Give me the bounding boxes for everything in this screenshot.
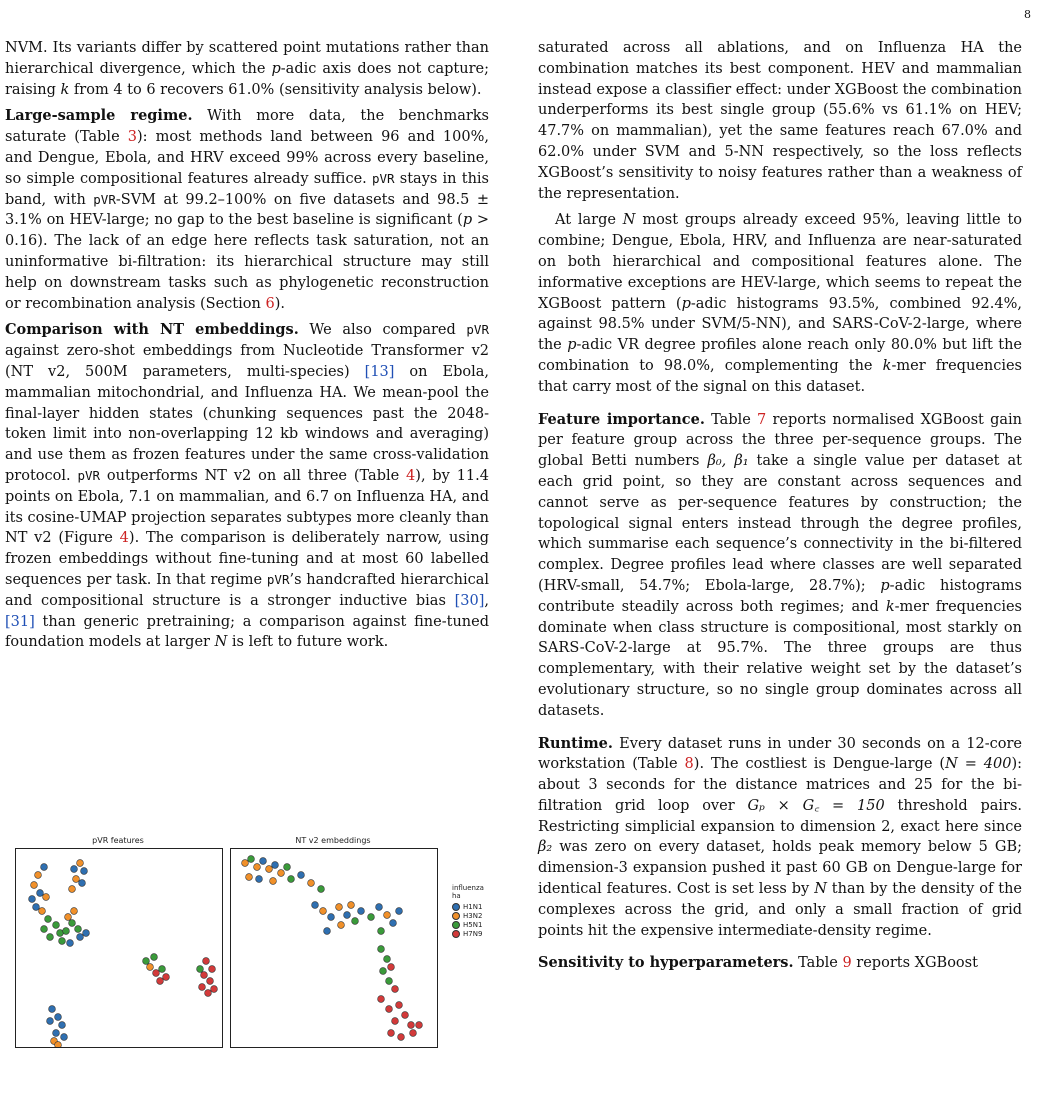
- scatter-point: [83, 930, 90, 937]
- paragraph-ablation: saturated across all ablations, and on Influenza HA the combination matches its best component. HEV and mammalian instead expose a classifier effect: under XGBoost the combination underperforms its best single group (55.6% vs 61.1% on HEV; 47.7% on mammalian), yet the same features reach 67.0% and 62.0% under SVM and 5-NN respectively, so the loss reflects XGBoost’s sensitivity to noisy features rather than a weakness of the representation.: [538, 40, 1023, 202]
- scatter-point: [199, 984, 206, 991]
- scatter-point: [49, 1006, 56, 1013]
- scatter-point: [63, 928, 70, 935]
- scatter-point: [408, 1022, 415, 1029]
- legend-item-h3n2: H3N2: [452, 911, 490, 920]
- panel-pvr: [15, 848, 223, 1048]
- scatter-point: [352, 918, 359, 925]
- scatter-point: [358, 908, 365, 915]
- legend-item-h7n9: H7N9: [452, 929, 490, 938]
- section-heading: Runtime.: [538, 734, 613, 752]
- scatter-point: [77, 860, 84, 867]
- scatter-point: [388, 964, 395, 971]
- scatter-point: [392, 1018, 399, 1025]
- table-ref-link[interactable]: 9: [842, 955, 852, 972]
- scatter-point: [151, 954, 158, 961]
- scatter-point: [35, 872, 42, 879]
- scatter-point: [143, 958, 150, 965]
- scatter-point: [242, 860, 249, 867]
- panel-title-ntv2: NT v2 embeddings: [295, 836, 371, 845]
- scatter-ntv2: [231, 849, 437, 1047]
- scatter-point: [33, 904, 40, 911]
- scatter-point: [398, 1034, 405, 1041]
- scatter-point: [348, 902, 355, 909]
- scatter-point: [380, 968, 387, 975]
- table-ref-link[interactable]: 7: [757, 411, 767, 428]
- scatter-point: [254, 864, 261, 871]
- scatter-point: [201, 972, 208, 979]
- scatter-point: [53, 922, 60, 929]
- scatter-point: [153, 970, 160, 977]
- scatter-point: [378, 928, 385, 935]
- scatter-point: [67, 940, 74, 947]
- paragraph-large-n: At large N most groups already exceed 95%, leaving little to combine; Dengue, Ebola, HRV, and Influenza are near-saturated on both hierarchical and compositional features alone. The informative exceptions are HEV-large, which seems to repeat the XGBoost pattern (p-adic histograms 93.5%, combined 92.4%, against 98.5% under SVM/5-NN), and SARS-CoV-2-large, where the p-adic VR degree profiles alone reach only 80.0% but lift the combination to 98.0%, complementing the k-mer frequencies that carry most of the signal on this dataset.: [538, 212, 1023, 395]
- scatter-point: [71, 908, 78, 915]
- scatter-point: [205, 990, 212, 997]
- scatter-point: [55, 1014, 62, 1021]
- scatter-point: [318, 886, 325, 893]
- scatter-point: [69, 920, 76, 927]
- scatter-point: [416, 1022, 423, 1029]
- scatter-point: [37, 890, 44, 897]
- scatter-point: [59, 1022, 66, 1029]
- scatter-point: [77, 934, 84, 941]
- scatter-point: [266, 866, 273, 873]
- scatter-point: [308, 880, 315, 887]
- paragraph-nt-comparison: Comparison with NT embeddings. We also compared pVR against zero-shot embeddings from Nucleotide Transformer v2 (NT v2, 500M parameters, multi-species) [13] on Ebola, mammalian mitochondrial, and Influenza HA. We mean-pool the final-layer hidden states (chunking sequences past the 2048-token limit into non-overlapping 12 kb windows and averaging) and use them as frozen features under the same cross-validation protocol. pVR outperforms NT v2 on all three (Table 4), by 11.4 points on Ebola, 7.1 on mammalian, and 6.7 on Influenza HA, and its cosine-UMAP projection separates subtypes more cleanly than NT v2 (Figure 4). The comparison is deliberately narrow, using frozen embeddings without fine-tuning and at most 60 labelled sequences per task. In that regime pVR’s handcrafted hierarchical and compositional structure is a stronger inductive bias [30], [31] than generic pretraining; a comparison against fine-tuned foundation models at larger N is left to future work.: [5, 321, 489, 651]
- scatter-point: [69, 886, 76, 893]
- scatter-point: [256, 876, 263, 883]
- scatter-pvr: [16, 849, 222, 1047]
- scatter-point: [47, 934, 54, 941]
- scatter-point: [209, 966, 216, 973]
- scatter-point: [270, 878, 277, 885]
- scatter-point: [53, 1030, 60, 1037]
- scatter-point: [159, 966, 166, 973]
- scatter-point: [43, 894, 50, 901]
- scatter-point: [73, 876, 80, 883]
- scatter-point: [79, 880, 86, 887]
- scatter-point: [39, 908, 46, 915]
- scatter-point: [272, 862, 279, 869]
- scatter-point: [376, 904, 383, 911]
- table-ref-link[interactable]: 4: [406, 467, 416, 484]
- left-column: [5, 38, 489, 659]
- scatter-point: [41, 926, 48, 933]
- citation-link[interactable]: [30]: [454, 592, 485, 609]
- scatter-point: [410, 1030, 417, 1037]
- scatter-point: [324, 928, 331, 935]
- scatter-point: [41, 864, 48, 871]
- scatter-point: [328, 914, 335, 921]
- scatter-point: [384, 956, 391, 963]
- panel-ntv2: [230, 848, 438, 1048]
- legend-dot: [452, 903, 460, 911]
- legend-dot: [452, 912, 460, 920]
- scatter-point: [386, 978, 393, 985]
- scatter-point: [378, 946, 385, 953]
- legend-title: influenza ha: [452, 884, 484, 900]
- scatter-point: [248, 856, 255, 863]
- scatter-point: [396, 908, 403, 915]
- paragraph-runtime: Runtime. Every dataset runs in under 30 seconds on a 12-core workstation (Table 8). The costliest is Dengue-large (N = 400): about 3 seconds for the distance matrices and 25 for the bi-filtration grid loop over Gₚ × G꜀ = 150 threshold pairs. Restricting simplicial expansion to dimension 2, exact here since β₂ was zero on every dataset, holds peak memory below 5 GB; dimension-3 expansion pushed it past 60 GB on Dengue-large for identical features. Cost is set less by N than by the density of the complexes across the grid, and only a small fraction of grid points hit the expensive intermediate-density regime.: [538, 734, 1023, 939]
- scatter-point: [203, 958, 210, 965]
- legend-dot: [452, 930, 460, 938]
- legend-item-h1n1: H1N1: [452, 902, 490, 911]
- scatter-point: [336, 904, 343, 911]
- scatter-point: [45, 916, 52, 923]
- scatter-point: [378, 996, 385, 1003]
- scatter-point: [392, 986, 399, 993]
- citation-link[interactable]: [13]: [364, 363, 395, 380]
- scatter-point: [75, 926, 82, 933]
- scatter-point: [338, 922, 345, 929]
- section-heading: Large-sample regime.: [5, 107, 193, 125]
- scatter-point: [344, 912, 351, 919]
- scatter-point: [81, 868, 88, 875]
- scatter-point: [65, 914, 72, 921]
- paragraph-nvm: NVM. Its variants differ by scattered point mutations rather than hierarchical divergence, which the p-adic axis does not capture; raising k from 4 to 6 recovers 61.0% (sensitivity analysis below).: [5, 40, 489, 98]
- scatter-point: [368, 914, 375, 921]
- scatter-point: [211, 986, 218, 993]
- scatter-point: [47, 1018, 54, 1025]
- paragraph-large-sample: Large-sample regime. With more data, the benchmarks saturate (Table 3): most methods land between 96 and 100%, and Dengue, Ebola, and HRV exceed 99% across every baseline, so simple compositional features already suffice. pVR stays in this band, with pVR-SVM at 99.2–100% on five datasets and 98.5 ± 3.1% on HEV-large; no gap to the best baseline is significant (p > 0.16). The lack of an edge here reflects task saturation, not an uninformative bi-filtration: its hierarchical structure may still help on downstream tasks such as phylogenetic reconstruction or recombination analysis (Section 6).: [5, 107, 489, 312]
- scatter-point: [402, 1012, 409, 1019]
- scatter-point: [388, 1030, 395, 1037]
- section-ref-link[interactable]: 6: [265, 295, 275, 312]
- scatter-point: [59, 938, 66, 945]
- scatter-point: [147, 964, 154, 971]
- scatter-point: [298, 872, 305, 879]
- scatter-point: [246, 874, 253, 881]
- panel-title-pvr: pVR features: [92, 836, 144, 845]
- scatter-point: [61, 1034, 68, 1041]
- paragraph-feature-importance: Feature importance. Table 7 reports normalised XGBoost gain per feature group across the three per-sequence groups. The global Betti numbers β₀, β₁ take a single value per dataset at each grid point, so they are constant across sequences and cannot serve as per-sequence features by construction; the topological signal enters instead through the degree profiles, which summarise each sequence’s connectivity in the bi-filtered complex. Degree profiles lead where classes are well separated (HRV-small, 54.7%; Ebola-large, 28.7%); p-adic histograms contribute steadily across both regimes; and k-mer frequencies dominate when class structure is compositional, most starkly on SARS-CoV-2-large at 95.7%. The three groups are thus complementary, with their relative weight set by the dataset’s evolutionary structure, so no single group dominates across all datasets.: [538, 410, 1023, 719]
- table-ref-link[interactable]: 3: [127, 129, 137, 146]
- scatter-point: [157, 978, 164, 985]
- scatter-point: [163, 974, 170, 981]
- section-heading: Sensitivity to hyperparameters.: [538, 954, 794, 972]
- scatter-point: [278, 870, 285, 877]
- scatter-point: [288, 876, 295, 883]
- section-heading: Feature importance.: [538, 410, 705, 428]
- section-heading: Comparison with NT embeddings.: [5, 321, 299, 339]
- scatter-point: [260, 858, 267, 865]
- scatter-point: [312, 902, 319, 909]
- scatter-point: [384, 912, 391, 919]
- scatter-point: [320, 908, 327, 915]
- scatter-point: [55, 1042, 62, 1047]
- scatter-point: [207, 978, 214, 985]
- scatter-point: [71, 866, 78, 873]
- legend-dot: [452, 921, 460, 929]
- scatter-point: [396, 1002, 403, 1009]
- scatter-point: [197, 966, 204, 973]
- figure-ref-link[interactable]: 4: [119, 530, 129, 547]
- umap-figure: [10, 836, 490, 1050]
- legend: [452, 884, 490, 938]
- citation-link[interactable]: [31]: [5, 613, 35, 630]
- scatter-point: [390, 920, 397, 927]
- scatter-point: [386, 1006, 393, 1013]
- table-ref-link[interactable]: 8: [684, 756, 694, 773]
- page-number: 8: [1024, 8, 1031, 21]
- paragraph-sensitivity: Sensitivity to hyperparameters. Table 9 reports XGBoost: [538, 954, 978, 972]
- right-column: [538, 38, 1022, 980]
- scatter-point: [284, 864, 291, 871]
- scatter-point: [31, 882, 38, 889]
- legend-item-h5n1: H5N1: [452, 920, 490, 929]
- scatter-point: [29, 896, 36, 903]
